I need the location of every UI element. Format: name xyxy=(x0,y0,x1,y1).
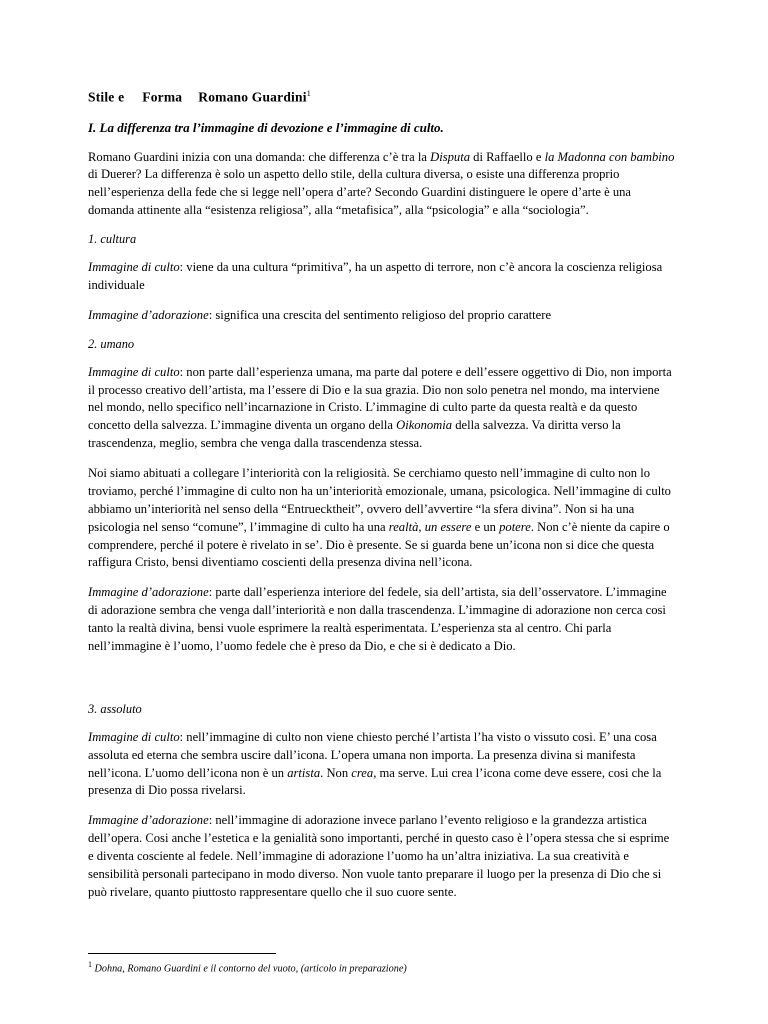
umano-paragraph-interiorita xyxy=(88,465,676,572)
page-title xyxy=(88,88,676,106)
body-text: : significa una crescita del sentimento religioso del proprio carattere xyxy=(208,307,552,322)
term-artista: artista xyxy=(287,765,321,780)
term-un-essere: un essere xyxy=(424,519,472,534)
intro-seg-5: di Duerer? La differenza è solo un aspetto dello stile, della cultura diversa, o esiste una differenza proprio nell’esperienza della fede che si legge nell’opera d’arte? Secondo Guardini distinguere le opere d’arte è una domanda attinente alla “esistenza religiosa”, alla “metafisica”, alla “psicologia” e alla “sociologia”. xyxy=(88,167,632,218)
umano-immagine-adorazione xyxy=(88,584,676,656)
section-heading: I. La differenza tra l’immagine di devozione e l’immagine di culto. xyxy=(88,119,444,135)
body-text: Noi siamo abituati a collegare l’interiorità con la religiosità. Se cerchiamo questo nell’immagine di culto non lo troviamo, perché l’immagine di culto non ha un’interiorità emozionale, umana, psicologica. Nell’immagine di culto abbiamo un’interiorità nel senso della “Entruecktheit”, ovvero dell’avvertire “la sfera divina”. Non si ha una psicologia nel senso “comune”, l’immagine di culto ha una xyxy=(88,466,671,534)
body-text: : viene da una cultura “primitiva”, ha un aspetto di terrore, non c’è ancora la coscienza religiosa individuale xyxy=(88,260,663,292)
body-text: : non parte dall’esperienza umana, ma parte dal potere e dell’essere oggettivo di Dio, non importa il processo creativo dell’artista, ma l’essere di Dio e la sua grazia. Dio non solo penetra nel mondo, ma interviene nel mondo, nello specifico nell’incarnazione in Cristo. L’immagine di culto parte da questa realtà e da questo concetto della salvezza. L’immagine diventa un organo della xyxy=(88,364,672,433)
title-part-3: Romano Guardini xyxy=(198,89,307,105)
assoluto-immagine-adorazione xyxy=(88,812,676,901)
title-part-2: Forma xyxy=(142,89,183,105)
assoluto-immagine-di-culto xyxy=(88,729,676,801)
term-potere: potere xyxy=(499,519,531,534)
body-text: : nell’immagine di culto non viene chiesto perché l’artista l’ha visto o vissuto cosi. E’ una cosa assoluta ed eterna che sembra uscire dall’icona. L’opera umana non importa. La presenza divina si manifesta nell’icona. L’uomo dell’icona non è un xyxy=(88,729,657,780)
cultura-immagine-adorazione xyxy=(88,307,676,325)
title-footnote-marker: 1 xyxy=(306,88,312,98)
body-text-cont: della salvezza. Va diritta verso la trascendenza, meglio, sembra che venga dalla trascendenza stessa. xyxy=(88,418,621,451)
body-text: . Non xyxy=(320,765,352,780)
lead-immagine-adorazione: Immagine d’adorazione xyxy=(88,585,209,600)
term-realta: realtà xyxy=(388,519,419,534)
term-crea: crea xyxy=(351,765,374,780)
subsection-label-cultura: 1. cultura xyxy=(88,232,137,246)
footnote-1 xyxy=(88,960,668,976)
lead-immagine-di-culto: Immagine di culto xyxy=(88,729,180,744)
footnote-area xyxy=(88,953,668,976)
intro-work-disputa: Disputa xyxy=(430,149,470,164)
body-text-cont: , ma serve. Lui crea l’icona come deve essere, cosi che la presenza di Dio possa rivelarsi. xyxy=(88,765,662,798)
footnote-citation: Dohna, Romano Guardini e il contorno del vuoto, (articolo in preparazione) xyxy=(92,963,407,975)
footnote-marker: 1 xyxy=(88,959,92,969)
intro-seg-3: di Raffaello e xyxy=(470,149,545,164)
lead-immagine-adorazione: Immagine d’adorazione xyxy=(88,307,209,322)
umano-immagine-di-culto xyxy=(88,364,676,453)
body-text: e un xyxy=(471,519,500,534)
subsection-label-assoluto: 3. assoluto xyxy=(88,701,142,716)
intro-work-madonna: la Madonna con bambino xyxy=(544,149,675,164)
body-text: . Non c’è niente da capire o comprendere, perché il potere è rivelato in se’. Dio è presente. Se si guarda bene un’icona non si dice che questa raffigura Cristo, bensi diventiamo coscienti della presenza divina nell’icona. xyxy=(88,519,670,570)
body-text: , xyxy=(418,519,425,534)
body-text: : parte dall’esperienza interiore del fedele, sia dell’artista, sia dell’osservatore. L’immagine di adorazione sembra che venga dall’interiorità e non dalla trascendenza. L’immagine di adorazione non cerca cosi tanto la realtà divina, bensi vuole esprimere la realtà esperimentata. L’esperienza sta al centro. Chi parla nell’immagine è l’uomo, l’uomo fedele che è preso da Dio, e che si è dedicato a Dio. xyxy=(88,585,667,653)
intro-paragraph xyxy=(88,149,676,221)
lead-immagine-di-culto: Immagine di culto xyxy=(88,364,180,379)
subsection-label-umano: 2. umano xyxy=(88,336,135,351)
footnote-separator xyxy=(88,953,276,954)
intro-seg-1: Romano Guardini inizia con una domanda: che differenza c’è tra la xyxy=(88,149,431,164)
term-oikonomia: Oikonomia xyxy=(396,418,453,433)
section-spacer xyxy=(88,668,676,702)
title-part-1: Stile e xyxy=(88,89,125,105)
body-text: : nell’immagine di adorazione invece parlano l’evento religioso e la grandezza artistica dell’opera. Cosi anche l’estetica e la genialità sono importanti, perché in questo caso è l’opera stessa che si esprime e diventa cosciente al fedele. Nell’immagine di adorazione l’uomo ha un’altra iniziativa. La sua creatività e sensibilità personali partecipano in modo diverso. Non vuole tanto preparare il luogo per la presenza di Dio che si può rivelare, quanto piuttosto rappresentare quello che il suo cuore sente. xyxy=(88,813,670,899)
lead-immagine-di-culto: Immagine di culto xyxy=(88,260,180,274)
lead-immagine-adorazione: Immagine d’adorazione xyxy=(88,813,209,828)
cultura-immagine-di-culto xyxy=(88,259,676,295)
